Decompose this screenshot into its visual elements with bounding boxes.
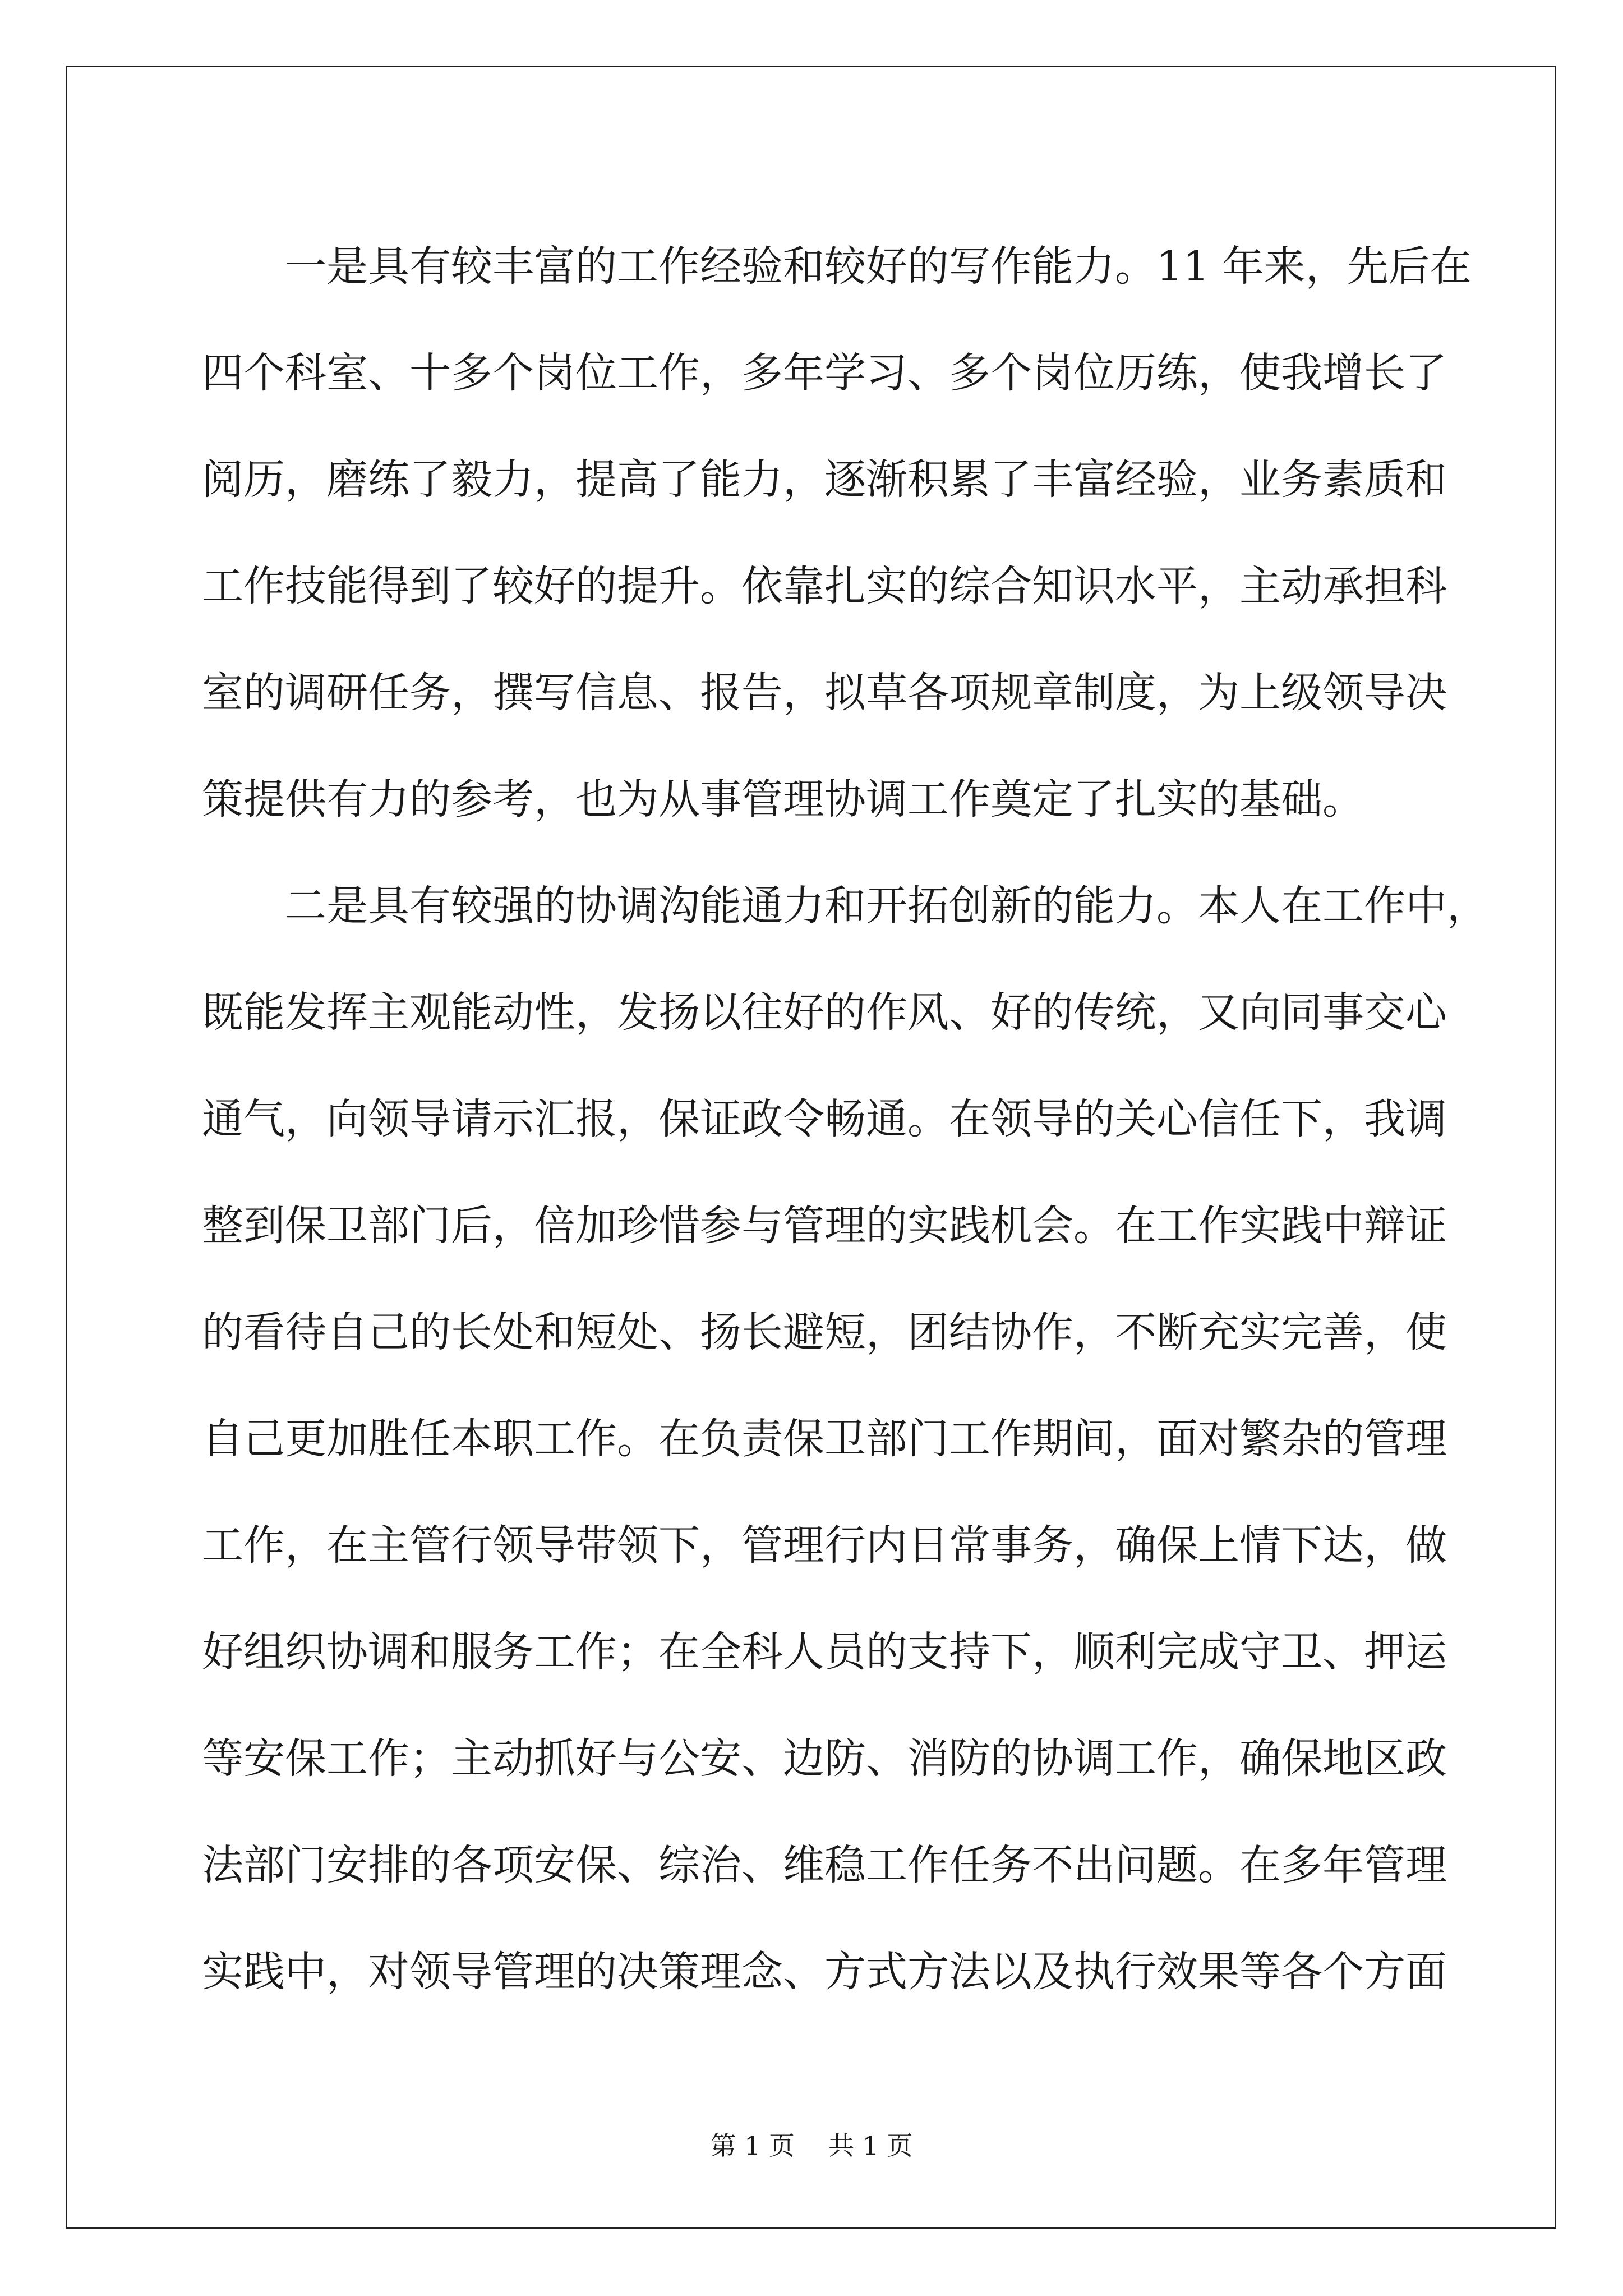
- page-number-label: 第 1 页: [710, 2131, 795, 2161]
- paragraph-1-line-4: 工作技能得到了较好的提升。依靠扎实的综合知识水平，主动承担科: [202, 562, 1447, 610]
- paragraph-1-line-5: 室的调研任务，撰写信息、报告，拟草各项规章制度，为上级领导决: [202, 669, 1447, 717]
- paragraph-1-line-6: 策提供有力的参考，也为从事管理协调工作奠定了扎实的基础。: [202, 775, 1364, 823]
- paragraph-2-line-3: 通气，向领导请示汇报，保证政令畅通。在领导的关心信任下，我调: [202, 1095, 1447, 1143]
- paragraph-1-line-1: 一是具有较丰富的工作经验和较好的写作能力。11 年来，先后在: [285, 242, 1472, 291]
- paragraph-2-line-11: 实践中，对领导管理的决策理念、方式方法以及执行效果等各个方面: [202, 1948, 1447, 1996]
- paragraph-2-line-9: 等安保工作；主动抓好与公安、边防、消防的协调工作，确保地区政: [202, 1734, 1447, 1783]
- document-body: [202, 213, 1488, 2025]
- page-total-label: 共 1 页: [828, 2131, 913, 2161]
- paragraph-2-line-6: 自己更加胜任本职工作。在负责保卫部门工作期间，面对繁杂的管理: [202, 1415, 1447, 1463]
- paragraph-2-line-10: 法部门安排的各项安保、综治、维稳工作任务不出问题。在多年管理: [202, 1841, 1447, 1889]
- paragraph-2-line-2: 既能发挥主观能动性，发扬以往好的作风、好的传统，又向同事交心: [202, 988, 1447, 1037]
- paragraph-2-line-5: 的看待自己的长处和短处、扬长避短，团结协作，不断充实完善，使: [202, 1308, 1447, 1356]
- paragraph-1-line-3: 阅历，磨练了毅力，提高了能力，逐渐积累了丰富经验，业务素质和: [202, 455, 1447, 504]
- paragraph-2-line-4: 整到保卫部门后，倍加珍惜参与管理的实践机会。在工作实践中辩证: [202, 1202, 1447, 1250]
- paragraph-2-line-1: 二是具有较强的协调沟能通力和开拓创新的能力。本人在工作中，: [285, 882, 1488, 930]
- page-footer: [0, 2129, 1623, 2162]
- paragraph-1-line-2: 四个科室、十多个岗位工作，多年学习、多个岗位历练，使我增长了: [202, 349, 1447, 397]
- paragraph-2-line-8: 好组织协调和服务工作；在全科人员的支持下，顺利完成守卫、押运: [202, 1628, 1447, 1676]
- paragraph-2-line-7: 工作，在主管行领导带领下，管理行内日常事务，确保上情下达，做: [202, 1521, 1447, 1570]
